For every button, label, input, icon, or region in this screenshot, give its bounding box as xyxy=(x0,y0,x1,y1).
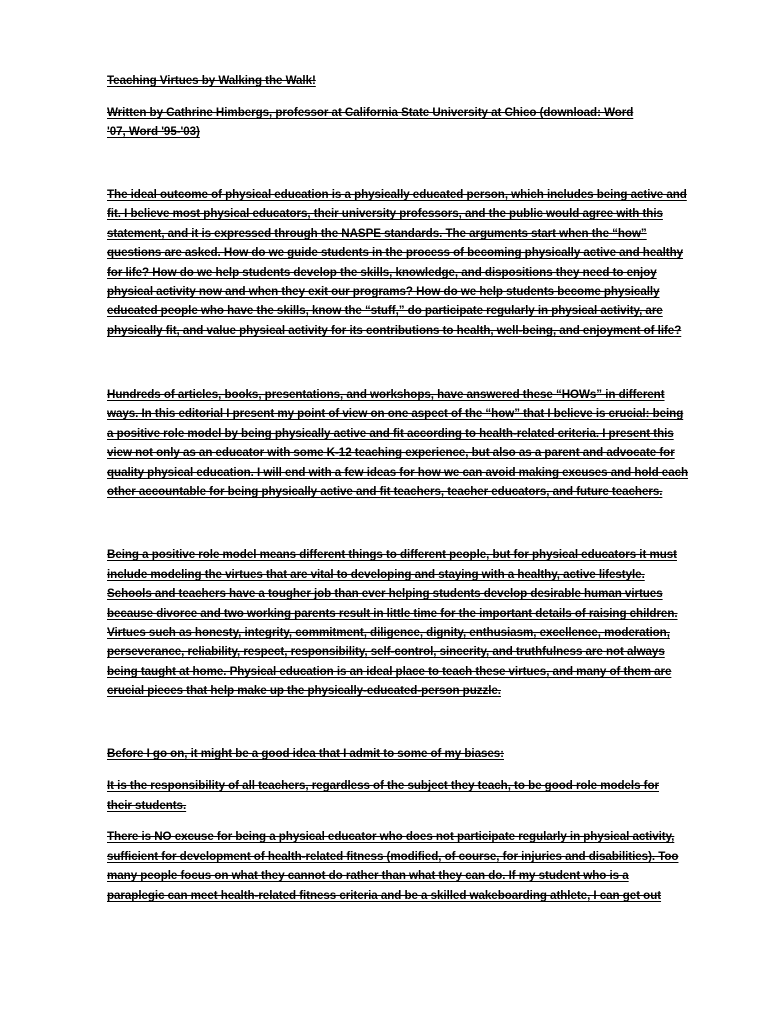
paragraph-line: perseverance, reliability, respect, responsibility, self-control, sincerity, and truthfulness are not always xyxy=(107,645,665,658)
paragraph-line: view not only as an educator with some K-12 teaching experience, but also as a parent and advocate for xyxy=(107,446,675,459)
paragraph-line: a positive role model by being physically active and fit according to health-related criteria. I present this xyxy=(107,427,674,440)
paragraph-line: crucial pieces that help make up the physically-educated-person puzzle. xyxy=(107,684,501,697)
paragraph-line: include modeling the virtues that are vital to developing and staying with a healthy, active lifestyle. xyxy=(107,568,645,581)
paragraph-line: Virtues such as honesty, integrity, commitment, diligence, dignity, enthusiasm, excellence, moderation, xyxy=(107,626,670,639)
paragraph-line: Schools and teachers have a tougher job than ever helping students develop desirable human virtues xyxy=(107,587,663,600)
bias-item-line: their students. xyxy=(107,799,187,812)
paragraph-line: ways. In this editorial I present my point of view on one aspect of the “how” that I believe is crucial: being xyxy=(107,407,684,420)
paragraph-line: fit. I believe most physical educators, their university professors, and the public would agree with this xyxy=(107,207,663,220)
paragraph-line: because divorce and two working parents result in little time for the important details of raising children. xyxy=(107,607,678,620)
bias-item-line: sufficient for development of health-related fitness (modified, of course, for injuries and disabilities). Too xyxy=(107,850,679,863)
bias-item-line: There is NO excuse for being a physical educator who does not participate regularly in physical activity, xyxy=(107,830,675,843)
paragraph-line: questions are asked. How do we guide students in the process of becoming physically active and healthy xyxy=(107,246,684,259)
paragraph-line: Hundreds of articles, books, presentations, and workshops, have answered these “HOWs” in different xyxy=(107,388,665,401)
paragraph-line: statement, and it is expressed through the NASPE standards. The arguments start when the “how” xyxy=(107,227,647,240)
paragraph-line: being taught at home. Physical education is an ideal place to teach these virtues, and many of them are xyxy=(107,665,672,678)
bias-item-line: many people focus on what they cannot do rather than what they can do. If my student who is a xyxy=(107,869,629,882)
bias-item-line: paraplegic can meet health-related fitness criteria and be a skilled wakeboarding athlete, I can get out xyxy=(107,889,662,902)
paragraph-line: other accountable for being physically active and fit teachers, teacher educators, and future teachers. xyxy=(107,485,663,498)
paragraph-line: educated people who have the skills, know the “stuff,” do participate regularly in physical activity, are xyxy=(107,304,663,317)
paragraph-line: for life? How do we help students develop the skills, knowledge, and dispositions they need to enjoy xyxy=(107,266,657,279)
byline-line: Written by Cathrine Himbergs, professor at California State University at Chico (download: Word xyxy=(107,106,634,119)
bias-item-line: It is the responsibility of all teachers, regardless of the subject they teach, to be good role models for xyxy=(107,779,659,792)
paragraph-line: physical activity now and when they exit our programs? How do we help students become physically xyxy=(107,285,660,298)
document-title: Teaching Virtues by Walking the Walk! xyxy=(107,74,316,87)
paragraph-line: physically fit, and value physical activity for its contributions to health, well-being, and enjoyment of life? xyxy=(107,324,682,337)
paragraph-line: Being a positive role model means different things to different people, but for physical educators it must xyxy=(107,548,677,561)
paragraph-line: quality physical education. I will end with a few ideas for how we can avoid making excuses and hold each xyxy=(107,466,689,479)
byline-line: '07, Word '95-'03) xyxy=(107,125,200,138)
paragraph-line: The ideal outcome of physical education is a physically educated person, which includes being active and xyxy=(107,188,687,201)
paragraph-line: Before I go on, it might be a good idea that I admit to some of my biases: xyxy=(107,747,504,760)
